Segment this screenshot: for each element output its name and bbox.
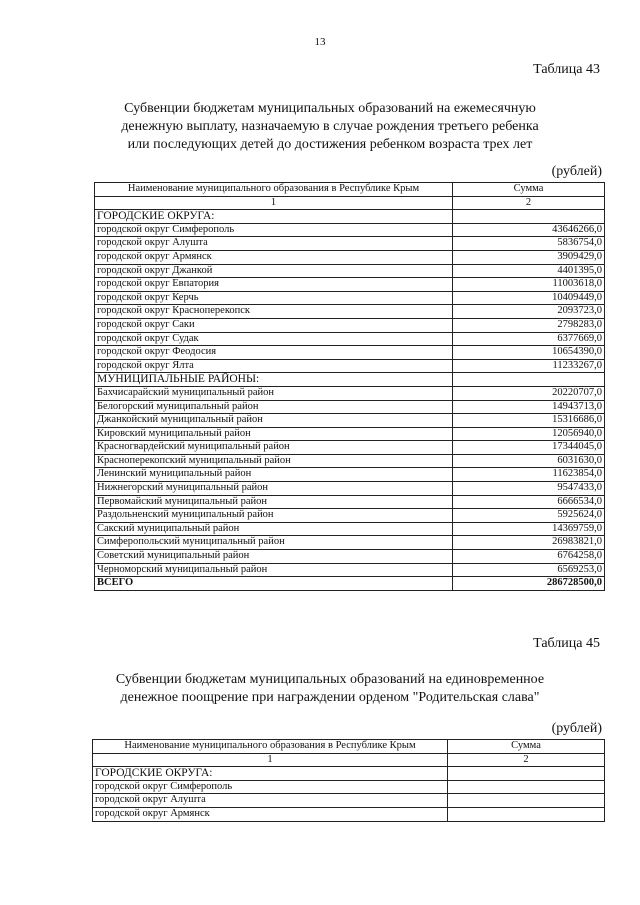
- table-row: [95, 522, 605, 536]
- amount-value: 14369759,0: [453, 522, 605, 536]
- municipality-name: городской округ Симферополь: [95, 223, 453, 237]
- table-row: [95, 318, 605, 332]
- amount-value: [448, 794, 605, 808]
- amount-value: 10654390,0: [453, 346, 605, 360]
- table-row: [95, 305, 605, 319]
- table-row: [95, 223, 605, 237]
- municipality-name: Джанкойский муниципальный район: [95, 414, 453, 428]
- total-row: [95, 577, 605, 591]
- municipality-name: городской округ Алушта: [95, 237, 453, 251]
- table-row: [95, 468, 605, 482]
- municipality-name: городской округ Красноперекопск: [95, 305, 453, 319]
- table-43-title-line: денежную выплату, назначаемую в случае рождения третьего ребенка: [121, 119, 539, 134]
- amount-value: 11623854,0: [453, 468, 605, 482]
- column-number: 2: [453, 196, 605, 210]
- amount-value: [448, 807, 605, 821]
- amount-value: 6764258,0: [453, 550, 605, 564]
- municipality-name: городской округ Армянск: [93, 807, 448, 821]
- municipality-name: Раздольненский муниципальный район: [95, 509, 453, 523]
- table-row: [95, 563, 605, 577]
- column-header-name: Наименование муниципального образования в Республике Крым: [93, 740, 448, 754]
- table-row: [93, 794, 605, 808]
- table-row: [95, 482, 605, 496]
- table-row: [93, 780, 605, 794]
- amount-value: 2093723,0: [453, 305, 605, 319]
- column-number: 2: [448, 753, 605, 767]
- page-number: 13: [314, 36, 326, 48]
- amount-value: 6377669,0: [453, 332, 605, 346]
- table-43-title-line: или последующих детей до достижения ребенком возраста трех лет: [127, 137, 533, 152]
- table-row: [95, 237, 605, 251]
- amount-value: 5836754,0: [453, 237, 605, 251]
- amount-value: 6666534,0: [453, 495, 605, 509]
- table-45-label: Таблица 45: [533, 636, 600, 651]
- table-row: [95, 332, 605, 346]
- municipality-name: Ленинский муниципальный район: [95, 468, 453, 482]
- empty-cell: [453, 210, 605, 224]
- municipality-name: Красногвардейский муниципальный район: [95, 441, 453, 455]
- table-45: [92, 739, 605, 822]
- table-row: [95, 264, 605, 278]
- table-header-row: [95, 183, 605, 197]
- table-row: [95, 414, 605, 428]
- municipality-name: Симферопольский муниципальный район: [95, 536, 453, 550]
- table-row: [95, 400, 605, 414]
- table-row: [95, 441, 605, 455]
- municipality-name: городской округ Алушта: [93, 794, 448, 808]
- municipality-name: Кировский муниципальный район: [95, 427, 453, 441]
- column-header-sum: Сумма: [448, 740, 605, 754]
- empty-cell: [453, 373, 605, 387]
- municipality-name: городской округ Судак: [95, 332, 453, 346]
- table-row: [95, 346, 605, 360]
- amount-value: 4401395,0: [453, 264, 605, 278]
- section-row: [95, 210, 605, 224]
- section-label: ГОРОДСКИЕ ОКРУГА:: [95, 210, 453, 224]
- municipality-name: Белогорский муниципальный район: [95, 400, 453, 414]
- amount-value: 15316686,0: [453, 414, 605, 428]
- municipality-name: городской округ Ялта: [95, 359, 453, 373]
- total-label: ВСЕГО: [95, 577, 453, 591]
- amount-value: 6031630,0: [453, 454, 605, 468]
- amount-value: 14943713,0: [453, 400, 605, 414]
- table-row: [95, 495, 605, 509]
- amount-value: [448, 780, 605, 794]
- amount-value: 26983821,0: [453, 536, 605, 550]
- table-43: [94, 182, 605, 591]
- municipality-name: Красноперекопский муниципальный район: [95, 454, 453, 468]
- column-number-row: [95, 196, 605, 210]
- amount-value: 20220707,0: [453, 386, 605, 400]
- amount-value: 11233267,0: [453, 359, 605, 373]
- amount-value: 43646266,0: [453, 223, 605, 237]
- municipality-name: Первомайский муниципальный район: [95, 495, 453, 509]
- municipality-name: городской округ Евпатория: [95, 278, 453, 292]
- table-45-title-line: Субвенции бюджетам муниципальных образований на единовременное: [115, 672, 545, 687]
- municipality-name: городской округ Симферополь: [93, 780, 448, 794]
- table-43-label: Таблица 43: [533, 62, 600, 77]
- amount-value: 5925624,0: [453, 509, 605, 523]
- table-43-title: [60, 100, 600, 154]
- amount-value: 6569253,0: [453, 563, 605, 577]
- section-label: МУНИЦИПАЛЬНЫЕ РАЙОНЫ:: [95, 373, 453, 387]
- amount-value: 3909429,0: [453, 250, 605, 264]
- municipality-name: городской округ Саки: [95, 318, 453, 332]
- municipality-name: городской округ Армянск: [95, 250, 453, 264]
- municipality-name: городской округ Феодосия: [95, 346, 453, 360]
- table-row: [95, 536, 605, 550]
- municipality-name: Черноморский муниципальный район: [95, 563, 453, 577]
- amount-value: 12056940,0: [453, 427, 605, 441]
- table-45-title: [60, 671, 600, 707]
- municipality-name: Советский муниципальный район: [95, 550, 453, 564]
- amount-value: 2798283,0: [453, 318, 605, 332]
- section-row: [93, 767, 605, 781]
- table-row: [95, 509, 605, 523]
- column-header-name: Наименование муниципального образования в Республике Крым: [95, 183, 453, 197]
- table-row: [95, 359, 605, 373]
- table-header-row: [93, 740, 605, 754]
- table-45-unit: (рублей): [551, 721, 602, 736]
- table-row: [95, 250, 605, 264]
- section-label: ГОРОДСКИЕ ОКРУГА:: [93, 767, 448, 781]
- amount-value: 11003618,0: [453, 278, 605, 292]
- table-row: [95, 386, 605, 400]
- column-number: 1: [93, 753, 448, 767]
- table-row: [95, 454, 605, 468]
- section-row: [95, 373, 605, 387]
- total-value: 286728500,0: [453, 577, 605, 591]
- column-number: 1: [95, 196, 453, 210]
- empty-cell: [448, 767, 605, 781]
- amount-value: 10409449,0: [453, 291, 605, 305]
- table-row: [93, 807, 605, 821]
- municipality-name: Сакский муниципальный район: [95, 522, 453, 536]
- table-45-title-line: денежное поощрение при награждении орденом "Родительская слава": [120, 690, 540, 705]
- table-row: [95, 427, 605, 441]
- municipality-name: городской округ Джанкой: [95, 264, 453, 278]
- table-row: [95, 550, 605, 564]
- table-43-unit: (рублей): [551, 164, 602, 179]
- amount-value: 17344045,0: [453, 441, 605, 455]
- municipality-name: Нижнегорский муниципальный район: [95, 482, 453, 496]
- table-row: [95, 291, 605, 305]
- column-number-row: [93, 753, 605, 767]
- table-43-title-line: Субвенции бюджетам муниципальных образований на ежемесячную: [124, 101, 536, 116]
- table-row: [95, 278, 605, 292]
- municipality-name: Бахчисарайский муниципальный район: [95, 386, 453, 400]
- municipality-name: городской округ Керчь: [95, 291, 453, 305]
- amount-value: 9547433,0: [453, 482, 605, 496]
- column-header-sum: Сумма: [453, 183, 605, 197]
